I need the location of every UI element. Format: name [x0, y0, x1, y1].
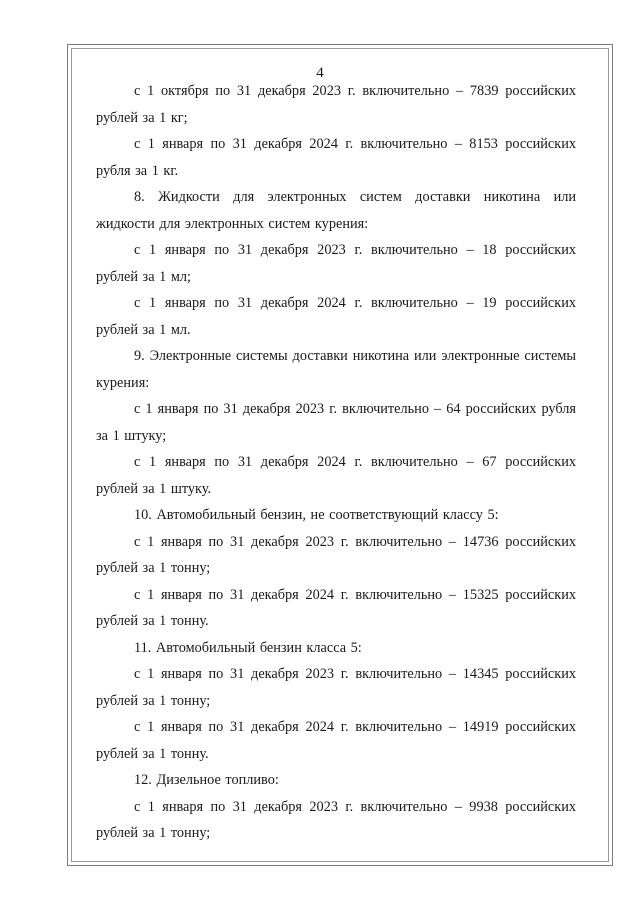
paragraph-rate-2024-piece: с 1 января по 31 декабря 2024 г. включительно – 67 российских рублей за 1 штуку.	[96, 454, 576, 497]
paragraph-rate-oct-2023-kg: с 1 октября по 31 декабря 2023 г. включительно – 7839 российских рублей за 1 кг;	[96, 83, 576, 126]
paragraph-rate-2024-ton-non-class5: с 1 января по 31 декабря 2024 г. включительно – 15325 российских рублей за 1 тонну.	[96, 586, 576, 629]
paragraph-rate-2023-ton-non-class5: с 1 января по 31 декабря 2023 г. включительно – 14736 российских рублей за 1 тонну;	[96, 533, 576, 576]
paragraph-item-9-heading: 9. Электронные системы доставки никотина или электронные системы курения:	[96, 348, 576, 391]
paragraph-item-12-heading: 12. Дизельное топливо:	[134, 772, 279, 788]
paragraph-rate-2024-ml: с 1 января по 31 декабря 2024 г. включительно – 19 российских рублей за 1 мл.	[96, 295, 576, 338]
page-number: 4	[316, 65, 324, 81]
paragraph-item-8-heading: 8. Жидкости для электронных систем доставки никотина или жидкости для электронных систем курения:	[96, 189, 576, 232]
paragraph-rate-2023-ton-class5: с 1 января по 31 декабря 2023 г. включительно – 14345 российских рублей за 1 тонну;	[96, 666, 576, 709]
paragraph-item-10-heading: 10. Автомобильный бензин, не соответствующий классу 5:	[134, 507, 499, 523]
paragraph-rate-2024-ton-class5: с 1 января по 31 декабря 2024 г. включительно – 14919 российских рублей за 1 тонну.	[96, 719, 576, 762]
paragraph-rate-2024-kg: с 1 января по 31 декабря 2024 г. включительно – 8153 российских рубля за 1 кг.	[96, 136, 576, 179]
paragraph-item-11-heading: 11. Автомобильный бензин класса 5:	[134, 639, 362, 656]
document-body	[96, 78, 576, 847]
paragraph-rate-2023-piece: с 1 января по 31 декабря 2023 г. включительно – 64 российских рубля за 1 штуку;	[96, 401, 576, 444]
paragraph-rate-2023-ml: с 1 января по 31 декабря 2023 г. включительно – 18 российских рублей за 1 мл;	[96, 242, 576, 285]
paragraph-rate-2023-ton-diesel: с 1 января по 31 декабря 2023 г. включительно – 9938 российских рублей за 1 тонну;	[96, 798, 576, 841]
